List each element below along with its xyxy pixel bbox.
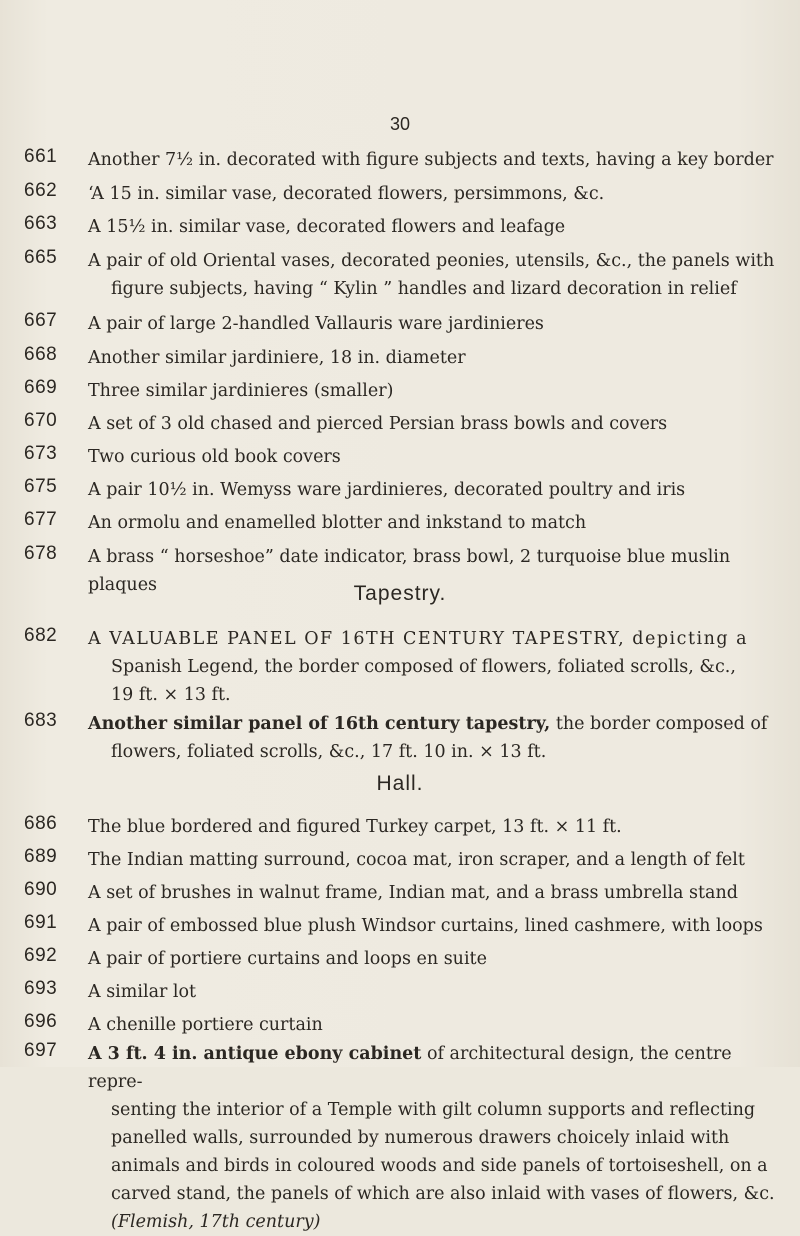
lot-description-line: of architectural design, the centre repre- [88, 1044, 732, 1092]
lot-number: 663 [24, 213, 58, 234]
section-heading-hall: Hall. [376, 772, 424, 795]
lot-description: A brass “ horseshoe” date indicator, brass bowl, 2 turquoise blue muslin plaques [88, 547, 731, 595]
lot-number: 691 [24, 912, 58, 933]
lot-title-bold: Another similar panel of 16th century tapestry, [88, 714, 551, 734]
lot-number: 677 [24, 509, 58, 530]
lot-description [88, 247, 778, 303]
lot-697-clip [0, 1040, 800, 1232]
lot-description: A chenille portiere curtain [88, 1015, 323, 1035]
lot-description: The blue bordered and figured Turkey carpet, 13 ft. × 11 ft. [88, 817, 622, 837]
lot-description-line: the border composed of [550, 714, 768, 734]
lot-number: 670 [24, 410, 58, 431]
lot-number: 689 [24, 846, 58, 867]
lot-number: 665 [24, 247, 58, 268]
lot-description: A pair of portiere curtains and loops en suite [88, 949, 487, 969]
lot-description [88, 625, 778, 709]
lot-number: 668 [24, 344, 58, 365]
lot-description-line: (Flemish, 17th century) [111, 1212, 321, 1232]
lot-description: Another 7½ in. decorated with figure subjects and texts, having a key border [88, 150, 774, 170]
lot-description-line: animals and birds in coloured woods and side panels of tortoiseshell, on a [111, 1156, 768, 1176]
lot-number: 697 [24, 1040, 58, 1061]
lot-number: 678 [24, 543, 58, 564]
lot-description: A pair of large 2-handled Vallauris ware jardinieres [88, 314, 544, 334]
lot-number: 682 [24, 625, 58, 646]
lot-description [88, 1040, 778, 1236]
lot-description: Another similar jardiniere, 18 in. diameter [88, 348, 466, 368]
lot-description-line: carved stand, the panels of which are also inlaid with vases of flowers, &c. [111, 1184, 775, 1204]
lot-number: 661 [24, 146, 58, 167]
lot-number: 683 [24, 710, 58, 731]
lot-number: 662 [24, 180, 58, 201]
lot-description-line: A VALUABLE PANEL OF 16TH CENTURY TAPESTRY, depicting a [88, 629, 749, 649]
section-heading-tapestry: Tapestry. [353, 582, 447, 605]
lot-description: ‘A 15 in. similar vase, decorated flowers, persimmons, &c. [88, 184, 605, 204]
lot-description: The Indian matting surround, cocoa mat, iron scraper, and a length of felt [88, 850, 745, 870]
lot-description-line: panelled walls, surrounded by numerous drawers choicely inlaid with [111, 1128, 730, 1148]
lot-number: 675 [24, 476, 58, 497]
lot-description: An ormolu and enamelled blotter and inkstand to match [88, 513, 587, 533]
lot-description-line: A pair of old Oriental vases, decorated peonies, utensils, &c., the panels with [88, 251, 775, 271]
lot-description: A similar lot [88, 982, 197, 1002]
lot-description: A 15½ in. similar vase, decorated flowers and leafage [88, 217, 566, 237]
lot-number: 692 [24, 945, 58, 966]
lot-description: A set of 3 old chased and pierced Persian brass bowls and covers [88, 414, 668, 434]
lot-description: A pair 10½ in. Wemyss ware jardinieres, decorated poultry and iris [88, 480, 686, 500]
lot-description: Two curious old book covers [88, 447, 341, 467]
lot-title-bold: A 3 ft. 4 in. antique ebony cabinet [88, 1044, 422, 1064]
lot-number: 686 [24, 813, 58, 834]
lot-number: 667 [24, 310, 58, 331]
lot-description: A set of brushes in walnut frame, Indian mat, and a brass umbrella stand [88, 883, 738, 903]
lot-number: 669 [24, 377, 58, 398]
lot-number: 673 [24, 443, 58, 464]
lot-description: A pair of embossed blue plush Windsor curtains, lined cashmere, with loops [88, 916, 763, 936]
lot-description-line: 19 ft. × 13 ft. [111, 685, 231, 705]
lot-number: 690 [24, 879, 58, 900]
lot-description [88, 710, 778, 766]
lot-description-line: senting the interior of a Temple with gilt column supports and reflecting [111, 1100, 756, 1120]
lot-description-line: Spanish Legend, the border composed of flowers, foliated scrolls, &c., [111, 657, 736, 677]
lot-number: 696 [24, 1011, 58, 1032]
lot-description: Three similar jardinieres (smaller) [88, 381, 394, 401]
page-number: 30 [389, 114, 411, 134]
lot-description-line: flowers, foliated scrolls, &c., 17 ft. 10 in. × 13 ft. [111, 742, 547, 762]
lot-description-line: figure subjects, having “ Kylin ” handles and lizard decoration in relief [111, 279, 737, 299]
lot-number: 693 [24, 978, 58, 999]
